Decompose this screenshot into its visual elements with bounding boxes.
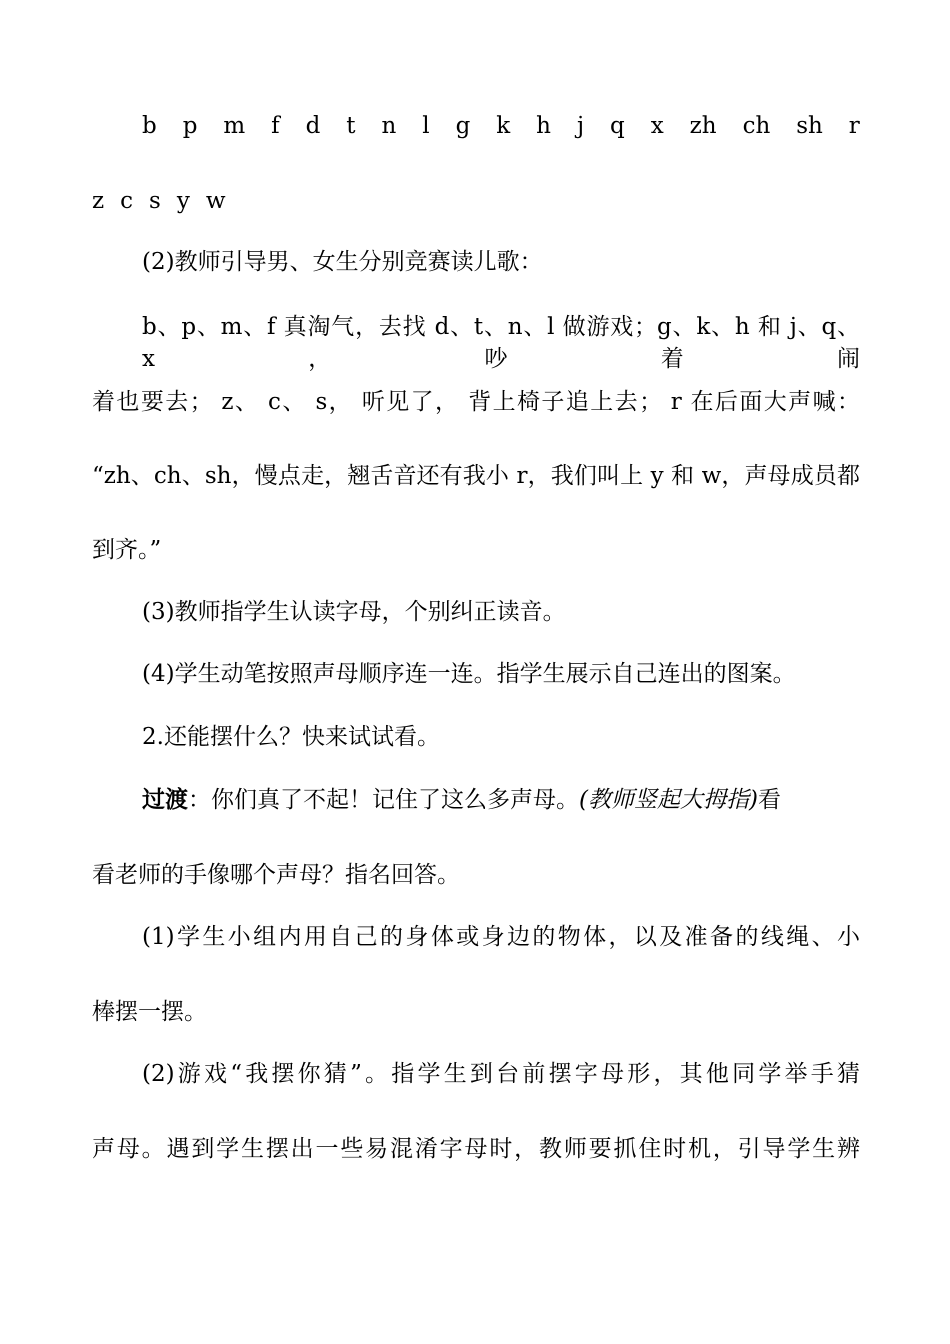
letter: s (149, 188, 161, 214)
letter: r (848, 113, 860, 139)
paragraph-line: (2)游戏“我摆你猜”。指学生到台前摆字母形，其他同学举手猜 (142, 1061, 860, 1087)
letter: d (305, 113, 321, 139)
letter: c (120, 188, 134, 214)
letter: ch (742, 113, 771, 139)
paragraph-line: 看老师的手像哪个声母？指名回答。 (92, 862, 460, 888)
letter: b (142, 113, 157, 139)
letter: zh (689, 113, 717, 139)
paragraph-line: 2.还能摆什么？快来试试看。 (142, 724, 440, 750)
paragraph-line: 声母。遇到学生摆出一些易混淆字母时，教师要抓住时机，引导学生辨 (92, 1136, 860, 1162)
transition-label: 过渡 (142, 786, 188, 813)
letter: t (346, 113, 356, 139)
letter: w (205, 188, 226, 214)
paragraph-line: (1)学生小组内用自己的身体或身边的物体，以及准备的线绳、小 (142, 924, 860, 950)
initials-row-1 (142, 110, 860, 142)
letter: m (223, 113, 246, 139)
initials-row-2 (92, 185, 242, 217)
paragraph-line: “zh、ch、sh，慢点走，翘舌音还有我小 r，我们叫上 y 和 w，声母成员都 (92, 463, 860, 489)
letter: k (496, 113, 511, 139)
paragraph-line: 到齐。” (92, 537, 162, 563)
transition-line (142, 784, 860, 816)
letter: n (381, 113, 397, 139)
letter: sh (796, 113, 823, 139)
letter: x (650, 113, 664, 139)
paragraph-line: 着也要去； z、 c、 s， 听见了， 背上椅子追上去； r 在后面大声喊： (92, 389, 860, 415)
letter: f (271, 113, 280, 139)
letter: g (455, 113, 471, 139)
letter: j (576, 113, 585, 139)
paragraph-line: 棒摆一摆。 (92, 999, 207, 1025)
letter: l (422, 113, 430, 139)
paragraph-line: (4)学生动笔按照声母顺序连一连。指学生展示自己连出的图案。 (142, 661, 796, 687)
paragraph-line: (2)教师引导男、女生分别竞赛读儿歌： (142, 249, 543, 275)
paragraph-line: b、p、m、f 真淘气，去找 d、t、n、l 做游戏；g、k、h 和 j、q、x，吵着闹 (142, 314, 860, 372)
transition-text: ：你们真了不起！记住了这么多声母。 (188, 787, 579, 813)
paragraph-line: (3)教师指学生认读字母，个别纠正读音。 (142, 599, 566, 625)
letter: p (182, 113, 198, 139)
transition-end: 看 (757, 787, 781, 813)
letter: y (176, 188, 190, 214)
teacher-action-note: (教师竖起大拇指) (579, 787, 758, 813)
letter: z (92, 188, 105, 214)
letter: h (536, 113, 551, 139)
letter: q (610, 113, 625, 139)
